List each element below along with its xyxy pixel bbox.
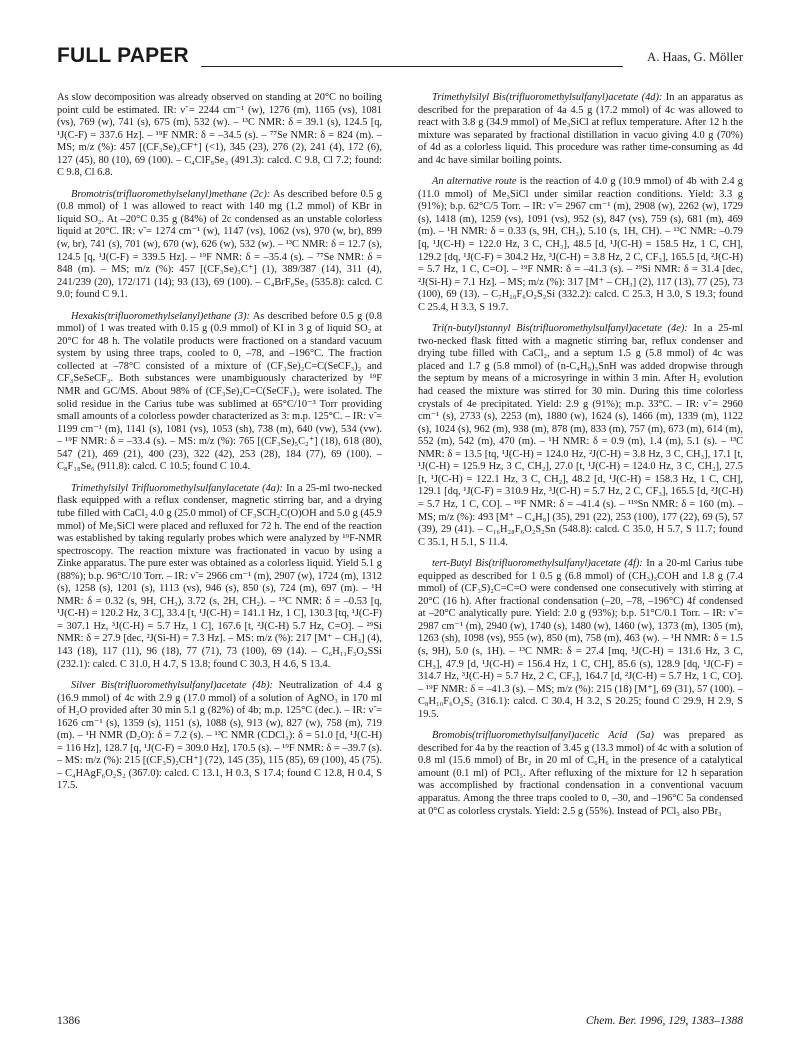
paragraph	[418, 558, 743, 721]
paragraph	[57, 189, 382, 302]
paragraph-title: Bromotris(trifluoromethylselanyl)methane (2c):	[71, 188, 271, 200]
author-names: A. Haas, G. Möller	[647, 50, 743, 64]
paragraph-text: is the reaction of 4.0 g (10.9 mmol) of 4b with 2.4 g (11.0 mmol) of Me₃SiCl under similar reaction conditions. Yield: 3.3 g (91%); b.p. 62°C/5 Torr. – IR: ν̃ = 2967 cm⁻¹ (m), 2908 (w), 2262 (w), 1729 (s), 1418 (m), 1259 (vs), 1091 (vs), 952 (s), 847 (vs), 759 (s), 681 (m), 469 (m). – ¹H NMR: δ = 0.33 (s, 9H, CH₃), 5.10 (s, 1H, CH). – ¹³C NMR: –0.79 [q, ¹J(C-H) = 122.0 Hz, 3 C, CH₃], 48.5 [d, ¹J(C-H) = 158.5 Hz, 1 C, CH], 129.2 [dq, ¹J(C-F) = 304.2 Hz, ³J(C-H) = 3.8 Hz, 2 C, CF₃], 165.5 [d, ²J(C-H) = 5.7 Hz, 1 C, C=O]. – ¹⁹F NMR: δ = –41.3 (s). – ²⁹Si NMR: δ = 31.4 [dec, ²J(Si-H) = 7.1 Hz]. – MS; m/z (%): 317 [M⁺ – CH₃] (2), 117 (13), 77 (25), 73 (100), 69 (13). – C₇H₁₀F₆O₂S₂Si (332.2): calcd. C 25.3, H 3.0, S 19.3; found C 25.4, H 3.3, S 19.7.	[418, 176, 743, 313]
right-column	[418, 92, 743, 827]
paragraph	[418, 176, 743, 314]
paragraph-title: Tri(n-butyl)stannyl Bis(trifluoromethylsulfanyl)acetate (4e):	[432, 323, 688, 335]
paragraph-text: As slow decomposition was already observed on standing at 20°C no boiling point culd be estimated. IR: ν̃ = 2244 cm⁻¹ (w), 1276 (m), 1165 (vs), 1081 (vs), 769 (w), 741 (s), 675 (m), 532 (w). – ¹³C NMR: δ = 39.1 (s), 124.5 [q, ¹J(C-F) = 337.6 Hz]. – ¹⁹F NMR: δ = –34.5 (s). – ⁷⁷Se NMR: δ = 824 (m). – MS; m/z (%): 457 [(CF₃Se)₃CF⁺] (<1), 345 (23), 276 (2), 241 (4), 172 (6), 127 (45), 80 (10), 69 (100). – C₄ClF₉Se₃ (491.3): calcd. C 9.8, Cl 7.2; found: C 9.8, Cl 6.8.	[57, 92, 382, 179]
paragraph	[57, 483, 382, 671]
paragraph-text: In a 20-ml Carius tube equipped as described for 1 0.5 g (6.8 mmol) of (CH₃)₃COH and 1.8 g (7.4 mmol) of (CF₃S)₂C=C=O were condensed one consecutively with stirring at 20°C (16 h). After fractional condensation (–20, –78, –196°C) 4f condensed at –20°C analytically pure. Yield: 2.0 g (93%); b.p. 51°C/0.1 Torr. – IR: ν̃ = 2987 cm⁻¹ (m), 2940 (w), 1740 (s), 1480 (w), 1460 (w), 1373 (m), 1305 (m), 1263 (sh), 1098 (vs), 955 (w), 850 (m), 758 (m), 463 (w). – ¹H NMR: δ = 1.5 (s, 9H), 5.0 (s, 1H). – ¹³C NMR: δ = 27.4 [mq, ¹J(C-H) = 131.6 Hz, 3 C, CH₃], 47.9 [d, ¹J(C-H) = 156.4 Hz, 1 C, CH], 85.6 (s), 128.9 [dq, ¹J(C-F) = 314.7 Hz, ³J(C-H) = 5.7 Hz, 2 C, CF₃], 164.7 [d, ²J(C-H) = 5.7 Hz, 1 C, CO]. – ¹⁹F NMR: δ = –41.3 (s). – MS; m/z (%): 215 (18) [M⁺], 69 (31), 57 (100). – C₈H₁₀F₆O₂S₂ (316.1): calcd. C 30.4, H 3.2, S 20.25; found C 29.9, H 2.9, S 19.5.	[418, 558, 743, 720]
paragraph	[418, 730, 743, 818]
paragraph-title: Silver Bis(trifluoromethylsulfanyl)acetate (4b):	[71, 680, 273, 692]
paragraph-text: As described before 0.5 g (0.8 mmol) of 1 was allowed to react with 140 mg (1.2 mmol) of KBr in liquid SO₂. At –20°C 0.35 g (84%) of 2c condensed as an unstable colorless liquid at 20°C. IR: ν̃ = 1274 cm⁻¹ (w), 1147 (vs), 1062 (vs), 970 (w, br), 899 (w, br), 741 (s), 701 (w), 670 (w), 626 (w), 532 (w). – ¹³C NMR: δ = 12.7 (s), 124.5 [q, ¹J(C-F) = 339.5 Hz]. – ¹⁹F NMR: δ = –35.4 (s). – ⁷⁷Se NMR: δ = 848 (m). – MS; m/z (%): 457 [(CF₃Se)₃C⁺] (1), 389/387 (14), 311 (4), 241/239 (20), 172/171 (14); 93 (13), 69 (100). – C₄BrF₉Se₃ (535.8): calcd. C 9.0; found C 9.1.	[57, 188, 382, 301]
paragraph-text: was prepared as described for 4a by the reaction of 3.45 g (13.3 mmol) of 4c with a solution of 0.8 ml (15.6 mmol) of Br₂ in 20 ml of C₆H₆ in the presence of a catalytical amount (0.1 ml) of PCl₃. After refluxing of the mixture for 12 h separation was accomplished by fractional condensation in a conventional vacuum apparatus. Among the three traps cooled to 0, –30, and –196°C 5a condensed at 0°C as colorless crystals. Yield: 2.5 g (55%). Instead of PCl₃ also PBr₃	[418, 730, 744, 817]
paragraph-text: Neutralization of 4.4 g (16.9 mmol) of 4c with 2.9 g (17.0 mmol) of a solution of AgNO₃ in 170 ml of H₂O provided after 30 min 5.1 g (82%) of 4b; m.p. 125°C (dec.). – IR: ν̃ = 1626 cm⁻¹ (s), 1359 (s), 1151 (s), 1088 (s), 913 (w), 827 (w), 758 (m), 719 (m). – ¹H NMR (D₂O): δ = 7.2 (s). – ¹³C NMR (CDCl₃): δ = 51.0 [d, ¹J(C-H) = 116 Hz], 128.7 [q, ¹J(C-F) = 309.0 Hz], 170.5 (s). – ¹⁹F NMR: δ = –39.7 (s). – MS: m/z (%): 215 [(CF₃S)₂CH⁺] (72), 145 (35), 115 (85), 69 (100), 45 (75). – C₄HAgF₆O₂S₂ (367.0): calcd. C 13.1, H 0.3, S 17.4; found C 12.8, H 0.4, S 17.5.	[57, 680, 382, 792]
paragraph-title: Trimethylsilyl Bis(trifluoromethylsulfanyl)acetate (4d):	[432, 92, 663, 103]
section-title: FULL PAPER	[57, 44, 189, 67]
paragraph-title: An alternative route	[432, 176, 517, 188]
page-header	[57, 44, 743, 74]
header-rule	[201, 66, 623, 67]
paragraph-text: In a 25-ml two-necked flask equipped with a reflux condenser, magnetic stirring bar, and a drying tube filled with CaCl₂ 4.0 g (25.0 mmol) of CF₃SCH₂C(O)OH and 5.0 g (45.9 mmol) of Me₃SiCl were placed and refluxed for 72 h. The end of the reaction was established by taking regularly probes which were analyzed by ¹⁹F-NMR spectroscopy. The reaction mixture was fractionated in vacuo by using a Zinke apparatus. The pure ester was obtained as a colorless liquid. Yield 5.1 g (88%); b.p. 96°C/10 Torr. – IR: ν̃ = 2966 cm⁻¹ (m), 2907 (w), 1724 (m), 1312 (s), 1258 (s), 1201 (s), 1113 (vs), 946 (s), 850 (s), 724 (m), 697 (m). – ¹H NMR: δ = 0.32 (s, 9H, CH₃), 3.72 (s, 2H, CH₂). – ¹³C NMR: δ = –0.53 [q, ¹J(C-H) = 120.2 Hz, 3 C], 33.4 [t, ¹J(C-H) = 141.1 Hz, 1 C], 130.3 [tq, ¹J(C-F) = 307.1 Hz, ³J(C-H) = 5.7 Hz, 1 C], 167.6 [t, ²J(C-H) 5.7 Hz, C=O]. – ²⁹Si NMR: δ = 27.9 [dec, ²J(Si-H) = 7.3 Hz]. – MS: m/z (%): 217 [M⁺ – CH₃] (4), 143 (18), 117 (11), 96 (18), 77 (71), 73 (100), 69 (14). – C₆H₁₁F₃O₂SSi (232.1): calcd. C 31.0, H 4.7, S 13.8; found C 30.3, H 4.6, S 13.4.	[57, 482, 382, 670]
journal-citation: Chem. Ber. 1996, 129, 1383–1388	[585, 1015, 743, 1027]
paragraph	[57, 311, 382, 474]
paragraph	[418, 92, 743, 167]
left-column	[57, 92, 382, 802]
paragraph	[57, 92, 382, 180]
paragraph-text: In a 25-ml two-necked flask fitted with a magnetic stirring bar, reflux condenser and drying tube filled with CaCl₂, and a septum 1.5 g (5.8 mmol) of 4c was placed and 1.7 g (5.8 mmol) of (n-C₄H₉)₃SnH was added dropwise through the septum by means of a microsyringe in within 3 min. After H₂ evolution had ceased the mixture was stirred for 30 min. During this time colorless crystals of 4e precipitated. Yield: 2.9 g (91%); m.p. 33°C. – IR: ν̃ = 2960 cm⁻¹ (s), 2733 (s), 2253 (m), 1880 (w), 1624 (s), 1466 (m), 1339 (m), 1122 (s), 1024 (s), 962 (m), 938 (m), 878 (m), 833 (m), 757 (m), 673 (m), 614 (m), 552 (m), 542 (m), 470 (m). – ¹H NMR: δ = 0.9 (m), 1.4 (m), 5.1 (s). – ¹³C NMR: δ = 13.5 [tq, ¹J(C-H) = 124.0 Hz, ²J(C-H) = 3.8 Hz, 3 C, CH₃], 17.1 [t, ¹J(C-H) = 125.9 Hz, 3 C, CH₂], 27.0 [t, ¹J(C-H) = 124.0 Hz, 3 C, CH₂], 27.5 [t, ¹J(C-H) = 122.1 Hz, 3 C, CH₂], 48.2 [d, ¹J(C-H) = 158.3 Hz, 1 C, CH], 129.1 [dq, ¹J(C-F) = 310.9 Hz, ³J(C-H) = 5.7 Hz, 2 C, CF₃], 165.5 [d, ²J(C-H) = 5.7 Hz, 1 C, CO]. – ¹⁹F NMR: δ = –41.4 (s). – ¹¹⁹Sn NMR: δ = 160 (m). – MS; m/z (%): 493 [M⁺ – C₄H₉] (35), 291 (22), 253 (100), 177 (22), 69 (5), 57 (39), 29 (41). – C₁₆H₂₈F₆O₂S₂Sn (548.8): calcd. C 35.0, H 5.7, S 11.7; found C 35.1, H 5.1, S 11.4.	[418, 323, 743, 548]
paragraph-title: Hexakis(trifluoromethylselanyl)ethane (3):	[71, 310, 250, 322]
paragraph	[418, 323, 743, 549]
paragraph-text: As described before 0.5 g (0.8 mmol) of 1 was treated with 0.15 g (0.9 mmol) of KI in 3 g of liquid SO₂ at 20°C for 48 h. The volatile products were fractioned on a standard vacuum system by using three traps, cooled to 0, –78, and –196°C. The fraction collected at –78°C consisted of a mixture of (CF₃Se)₂C=C(SeCF₃)₂ and CF₃SeSeCF₃. Both substances were unambiguously characterized by ¹⁹F NMR and GC/MS. About 98% of (CF₃Se)₂C=C(SeCF₃)₂ were isolated. The solid residue in the Carius tube was sublimed at 65°C/10⁻³ Torr providing small amounts of a colorless powder characterized as 3: m.p. 125°C. – IR: ν̃ = 1199 cm⁻¹ (m), 1141 (s), 1081 (vs), 1053 (sh), 738 (m), 640 (vw), 534 (vw). – ¹⁹F NMR: δ = –33.4 (s). – MS: m/z (%): 765 [(CF₃Se)₅C₂⁺] (18), 618 (80), 547 (21), 469 (21), 400 (23), 322 (42), 253 (28), 184 (77), 69 (100). – C₈F₁₈Se₆ (911.8): calcd. C 10.5; found C 10.4.	[57, 310, 382, 473]
page-number: 1386	[57, 1015, 80, 1027]
paragraph-title: Trimethylsilyl Trifluoromethylsulfanylacetate (4a):	[71, 482, 283, 494]
paragraph-text: In an apparatus as described for the preparation of 4a 4.5 g (17.2 mmol) of 4c was allowed to react with 3.8 g (34.9 mmol) of Me₃SiCl at reflux temperature. After 12 h the mixture was separated by fractional distillation in vacuo giving 4.0 g (70%) of 4d as a colorless liquid. This procedure was rather time-consuming as 4d and 4c have similar boiling points.	[418, 92, 743, 166]
paragraph	[57, 680, 382, 793]
paragraph-title: tert-Butyl Bis(trifluoromethylsulfanyl)acetate (4f):	[432, 558, 643, 570]
paragraph-title: Bromobis(trifluoromethylsulfanyl)acetic Acid (5a)	[432, 730, 654, 742]
